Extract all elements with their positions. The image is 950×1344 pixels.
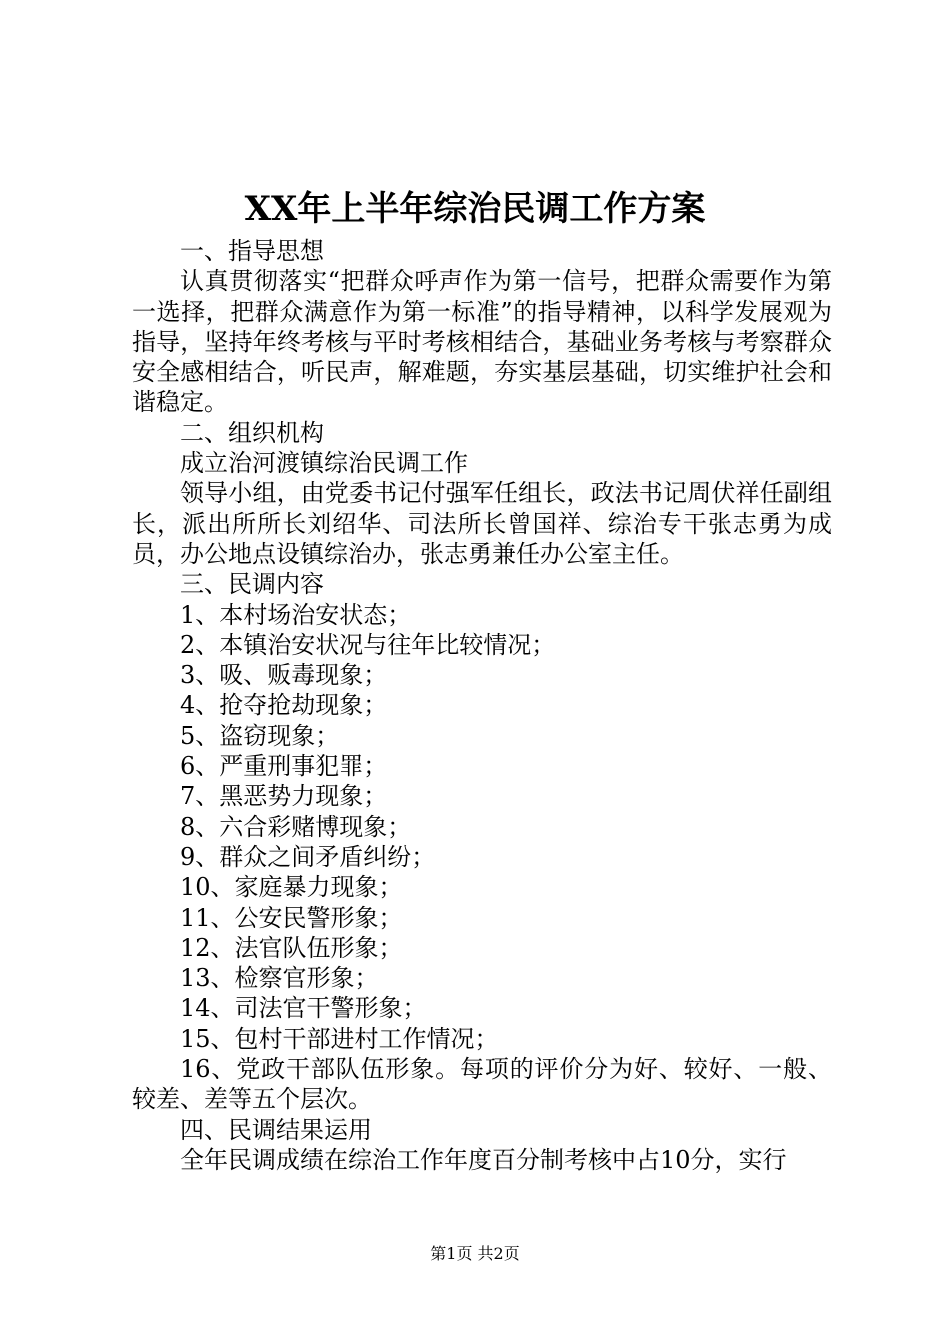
list-item: 2、本镇治安状况与往年比较情况； bbox=[180, 630, 556, 659]
list-item: 14、司法官干警形象； bbox=[180, 994, 427, 1023]
list-item: 7、黑恶势力现象； bbox=[180, 782, 388, 811]
page-footer: 第1页 共2页 bbox=[430, 1244, 520, 1263]
section-heading: 二、组织机构 bbox=[180, 418, 324, 447]
section-heading: 四、民调结果运用 bbox=[180, 1115, 372, 1144]
list-item: 9、群众之间矛盾纠纷； bbox=[180, 842, 436, 871]
list-item: 1、本村场治安状态； bbox=[180, 600, 412, 629]
list-item: 5、盗窃现象； bbox=[180, 721, 340, 750]
list-item: 11、公安民警形象； bbox=[180, 903, 403, 932]
list-item: 15、包村干部进村工作情况； bbox=[180, 1024, 499, 1053]
section-heading: 一、指导思想 bbox=[180, 237, 324, 265]
paragraph: 认真贯彻落实“把群众呼声作为第一信号，把群众需要作为第一选择，把群众满意作为第一标准”的指导精神，以科学发展观为指导，坚持年终考核与平时考核相结合，基础业务考核与考察群众安全感相结合，听民声，解难题，夯实基层基础，切实维护社会和谐稳定。 bbox=[132, 267, 832, 417]
document-body bbox=[132, 236, 832, 1175]
list-item: 12、法官队伍形象； bbox=[180, 933, 403, 962]
list-item: 8、六合彩赌博现象； bbox=[180, 812, 412, 841]
paragraph: 成立治河渡镇综治民调工作 bbox=[180, 449, 468, 478]
list-item: 16、党政干部队伍形象。每项的评价分为好、较好、一般、较差、差等五个层次。 bbox=[132, 1055, 832, 1114]
paragraph: 领导小组，由党委书记付强军任组长，政法书记周伏祥任副组长，派出所所长刘绍华、司法所长曾国祥、综治专干张志勇为成员，办公地点设镇综治办，张志勇兼任办公室主任。 bbox=[132, 479, 832, 568]
list-item: 13、检察官形象； bbox=[180, 964, 379, 993]
list-item: 10、家庭暴力现象； bbox=[180, 873, 403, 902]
list-item: 6、严重刑事犯罪； bbox=[180, 752, 388, 781]
list-item: 3、吸、贩毒现象； bbox=[180, 661, 388, 690]
paragraph: 全年民调成绩在综治工作年度百分制考核中占10分，实行 bbox=[180, 1145, 787, 1174]
list-item: 4、抢夺抢劫现象； bbox=[180, 691, 388, 720]
document-title: XX年上半年综治民调工作方案 bbox=[244, 189, 706, 229]
section-heading: 三、民调内容 bbox=[180, 570, 324, 599]
